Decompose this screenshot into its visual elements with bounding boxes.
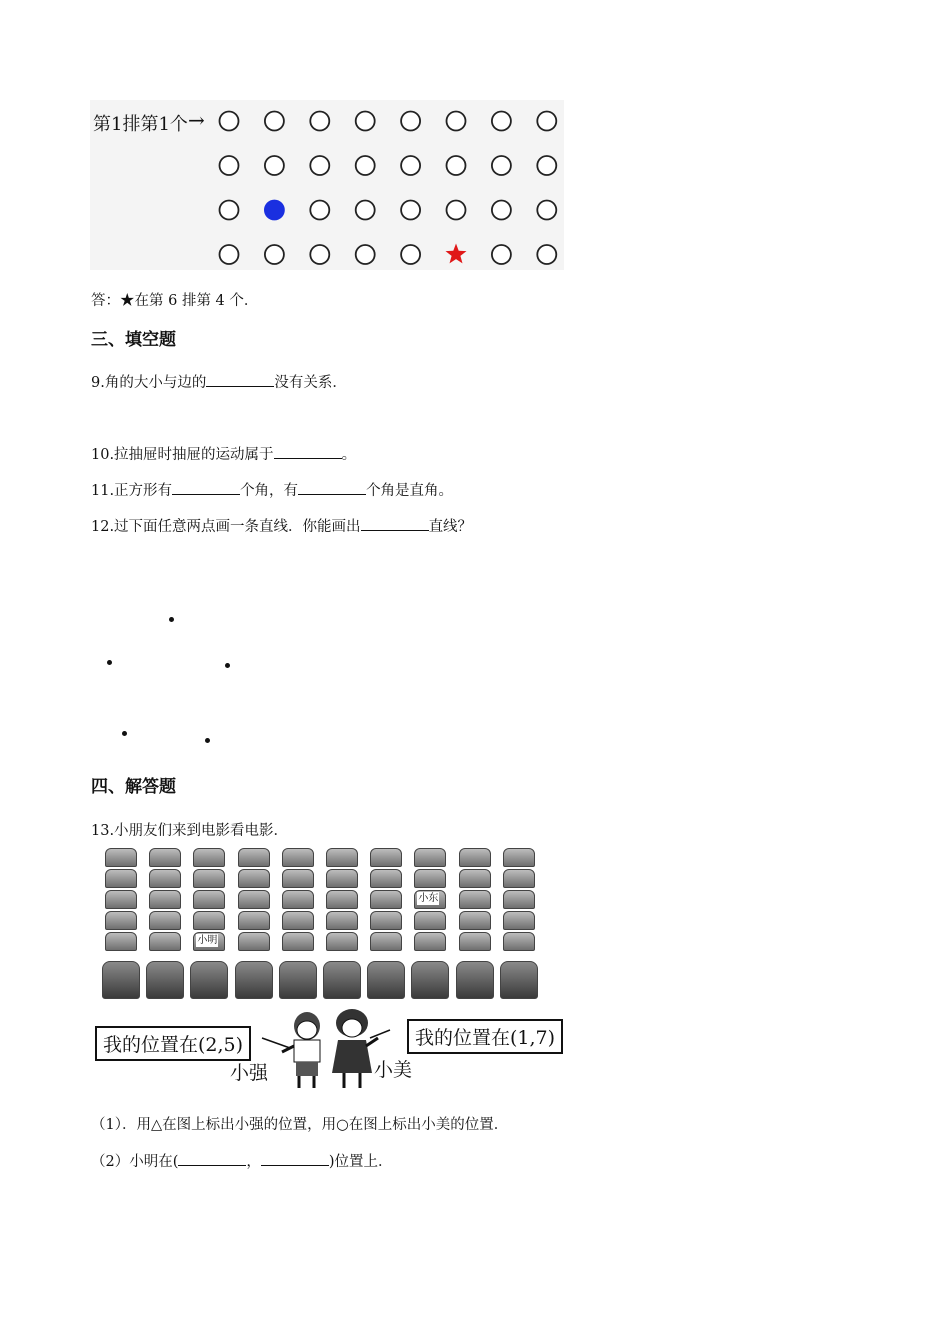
seat-circle (310, 112, 329, 131)
right-kid-label: 小美 (374, 1059, 413, 1081)
cinema-seat[interactable] (459, 911, 491, 930)
cinema-seat[interactable] (105, 911, 137, 930)
point-4 (122, 731, 127, 736)
question-13: 13.小朋友们来到电影看电影． (91, 823, 289, 839)
seat-grid-figure (90, 100, 564, 270)
q12-text: 12.过下面任意两点画一条直线．你能画出 (91, 519, 361, 535)
sub2-text: （2）小明在( (91, 1154, 179, 1170)
cinema-seat[interactable] (282, 869, 314, 888)
q12-blank[interactable] (361, 516, 429, 531)
cinema-figure (92, 848, 578, 1093)
seat-circle (537, 112, 556, 131)
cinema-seat[interactable] (326, 890, 358, 909)
cinema-seat[interactable] (370, 932, 402, 951)
cinema-seat[interactable] (282, 848, 314, 867)
cinema-seat[interactable] (238, 890, 270, 909)
cinema-seat[interactable] (149, 911, 181, 930)
seat-circle (265, 245, 284, 264)
arrow-icon: → (188, 108, 205, 132)
cinema-seat[interactable] (105, 848, 137, 867)
answer-line: 答：★在第 6 排第 4 个． (91, 293, 259, 309)
sub2-blank-2[interactable] (261, 1151, 329, 1166)
q11-blank-1[interactable] (172, 480, 240, 495)
filled-seat-circle (265, 201, 284, 220)
seat-circle (310, 245, 329, 264)
question-10 (91, 443, 356, 464)
cinema-seat[interactable] (193, 890, 225, 909)
cinema-seat[interactable] (414, 848, 446, 867)
point-5 (205, 738, 210, 743)
girl-figure (332, 1009, 378, 1088)
section3-title: 三、填空题 (91, 330, 176, 350)
question-12 (91, 515, 472, 536)
cinema-seat[interactable] (238, 869, 270, 888)
cinema-seat[interactable] (190, 961, 228, 999)
seat-circle (537, 201, 556, 220)
question-9 (91, 371, 347, 392)
q10-text: 10.拉抽屉时抽屉的运动属于 (91, 447, 274, 463)
q9-text: 9.角的大小与边的 (91, 375, 207, 391)
seat-circle (401, 245, 420, 264)
cinema-seat[interactable] (323, 961, 361, 999)
seat-circle (492, 201, 511, 220)
seat-circle (220, 112, 239, 131)
seat-label: 小东 (418, 893, 439, 904)
seat-circle (265, 112, 284, 131)
cinema-seat[interactable] (238, 932, 270, 951)
cinema-seat[interactable] (503, 848, 535, 867)
seat-circle (356, 245, 375, 264)
cinema-seats (92, 848, 578, 1008)
sub2-blank-1[interactable] (178, 1151, 246, 1166)
seat-circle (401, 112, 420, 131)
cinema-seat[interactable] (411, 961, 449, 999)
cinema-seat[interactable] (193, 911, 225, 930)
cinema-seat[interactable] (193, 932, 225, 951)
cinema-seat[interactable] (414, 911, 446, 930)
seat-circle (220, 201, 239, 220)
cinema-seat[interactable] (370, 911, 402, 930)
q12-text-after: 直线？ (428, 519, 473, 535)
cinema-seat[interactable] (414, 890, 446, 909)
cinema-seat[interactable] (503, 932, 535, 951)
seat-circle (537, 156, 556, 175)
cinema-seat[interactable] (282, 890, 314, 909)
sub2-comma: ， (246, 1154, 261, 1170)
cinema-seat[interactable] (459, 869, 491, 888)
cinema-seat[interactable] (193, 848, 225, 867)
cinema-seat[interactable] (326, 869, 358, 888)
cinema-seat[interactable] (459, 932, 491, 951)
point-1 (169, 617, 174, 622)
cinema-seat[interactable] (459, 890, 491, 909)
seat-circle (310, 201, 329, 220)
cinema-seat[interactable] (282, 932, 314, 951)
seat-circle (356, 201, 375, 220)
left-speech-bubble: 我的位置在(2,5) (95, 1026, 251, 1061)
q11-text-after: 个角是直角。 (366, 483, 454, 499)
seat-circle (310, 156, 329, 175)
seat-circle (447, 201, 466, 220)
q11-text-middle: 个角，有 (240, 483, 299, 499)
cinema-seat[interactable] (279, 961, 317, 999)
cinema-seat[interactable] (414, 932, 446, 951)
q10-blank[interactable] (274, 444, 342, 459)
cinema-seat[interactable] (235, 961, 273, 999)
point-2 (107, 660, 112, 665)
seat-circle (537, 245, 556, 264)
cinema-seat[interactable] (149, 869, 181, 888)
seat-circle (220, 156, 239, 175)
seat-circle (356, 112, 375, 131)
section4-title: 四、解答题 (91, 777, 176, 797)
cinema-seat[interactable] (326, 911, 358, 930)
boy-figure (282, 1012, 320, 1088)
seat-label: 小明 (197, 935, 218, 946)
cinema-seat[interactable] (500, 961, 538, 999)
seat-circle (492, 156, 511, 175)
cinema-seat[interactable] (367, 961, 405, 999)
cinema-seat[interactable] (456, 961, 494, 999)
sub-question-1: （1）．用△在图上标出小强的位置，用○在图上标出小美的位置． (91, 1117, 509, 1133)
question-11 (91, 479, 453, 500)
cinema-seat[interactable] (149, 848, 181, 867)
cinema-seat[interactable] (149, 932, 181, 951)
q9-blank[interactable] (206, 372, 274, 387)
sub-question-2 (91, 1150, 393, 1171)
seat-circle (265, 156, 284, 175)
cinema-seat[interactable] (105, 932, 137, 951)
cinema-seat[interactable] (414, 869, 446, 888)
row-label: 第1排第1个 (93, 114, 188, 135)
cinema-seat[interactable] (102, 961, 140, 999)
cinema-seat[interactable] (370, 869, 402, 888)
cinema-seat[interactable] (105, 890, 137, 909)
cinema-seat[interactable] (459, 848, 491, 867)
q11-blank-2[interactable] (298, 480, 366, 495)
cinema-seat[interactable] (370, 890, 402, 909)
cinema-seat[interactable] (370, 848, 402, 867)
point-3 (225, 663, 230, 668)
cinema-seat[interactable] (503, 911, 535, 930)
cinema-seat[interactable] (326, 848, 358, 867)
seat-circle (492, 245, 511, 264)
cinema-seat[interactable] (193, 869, 225, 888)
cinema-seat[interactable] (149, 890, 181, 909)
seat-circle (401, 201, 420, 220)
seat-circle (356, 156, 375, 175)
cinema-seat[interactable] (238, 848, 270, 867)
cinema-seat[interactable] (503, 890, 535, 909)
sub2-text-after: )位置上． (328, 1154, 393, 1170)
right-speech-bubble: 我的位置在(1,7) (407, 1019, 563, 1054)
seat-circle (401, 156, 420, 175)
cinema-seat[interactable] (326, 932, 358, 951)
star-mark (446, 244, 467, 264)
cinema-seat[interactable] (238, 911, 270, 930)
seat-circle (220, 245, 239, 264)
q10-text-after: 。 (341, 447, 357, 463)
q11-text: 11.正方形有 (91, 483, 173, 499)
cinema-seat[interactable] (503, 869, 535, 888)
cinema-seat[interactable] (282, 911, 314, 930)
seat-circle (492, 112, 511, 131)
q9-text-after: 没有关系． (274, 375, 347, 391)
seat-grid-svg (90, 100, 564, 270)
cinema-seat[interactable] (146, 961, 184, 999)
seat-circle (447, 156, 466, 175)
left-kid-label: 小强 (230, 1062, 269, 1084)
seat-circle (447, 112, 466, 131)
cinema-seat[interactable] (105, 869, 137, 888)
